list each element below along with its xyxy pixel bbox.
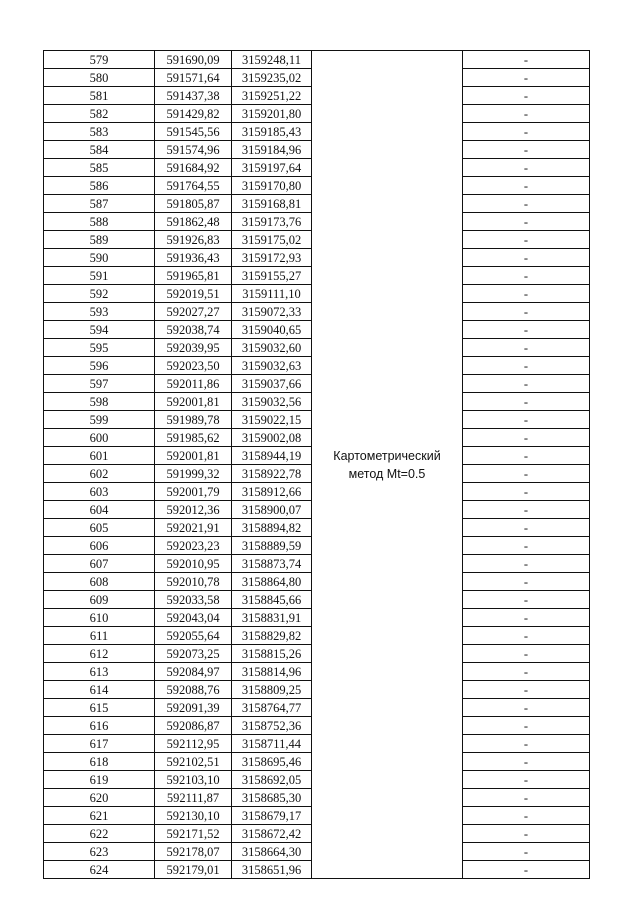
y-coordinate-cell: 3159184,96 <box>232 141 312 159</box>
y-coordinate-cell: 3158922,78 <box>232 465 312 483</box>
point-number-cell: 582 <box>44 105 155 123</box>
point-number-cell: 607 <box>44 555 155 573</box>
y-coordinate-cell: 3158815,26 <box>232 645 312 663</box>
note-cell: - <box>463 519 590 537</box>
y-coordinate-cell: 3158764,77 <box>232 699 312 717</box>
note-cell: - <box>463 681 590 699</box>
point-number-cell: 584 <box>44 141 155 159</box>
point-number-cell: 593 <box>44 303 155 321</box>
y-coordinate-cell: 3158829,82 <box>232 627 312 645</box>
point-number-cell: 618 <box>44 753 155 771</box>
point-number-cell: 587 <box>44 195 155 213</box>
point-number-cell: 600 <box>44 429 155 447</box>
y-coordinate-cell: 3158944,19 <box>232 447 312 465</box>
note-cell: - <box>463 285 590 303</box>
point-number-cell: 606 <box>44 537 155 555</box>
x-coordinate-cell: 591926,83 <box>155 231 232 249</box>
note-cell: - <box>463 501 590 519</box>
x-coordinate-cell: 592043,04 <box>155 609 232 627</box>
point-number-cell: 608 <box>44 573 155 591</box>
note-cell: - <box>463 861 590 879</box>
note-cell: - <box>463 591 590 609</box>
x-coordinate-cell: 591684,92 <box>155 159 232 177</box>
note-cell: - <box>463 447 590 465</box>
y-coordinate-cell: 3158814,96 <box>232 663 312 681</box>
y-coordinate-cell: 3159032,63 <box>232 357 312 375</box>
point-number-cell: 605 <box>44 519 155 537</box>
x-coordinate-cell: 591985,62 <box>155 429 232 447</box>
x-coordinate-cell: 592102,51 <box>155 753 232 771</box>
note-cell: - <box>463 465 590 483</box>
point-number-cell: 579 <box>44 51 155 69</box>
y-coordinate-cell: 3158831,91 <box>232 609 312 627</box>
x-coordinate-cell: 591805,87 <box>155 195 232 213</box>
y-coordinate-cell: 3159201,80 <box>232 105 312 123</box>
y-coordinate-cell: 3158651,96 <box>232 861 312 879</box>
point-number-cell: 619 <box>44 771 155 789</box>
table-row <box>44 51 590 69</box>
point-number-cell: 588 <box>44 213 155 231</box>
x-coordinate-cell: 592010,78 <box>155 573 232 591</box>
note-cell: - <box>463 303 590 321</box>
point-number-cell: 598 <box>44 393 155 411</box>
note-cell: - <box>463 483 590 501</box>
point-number-cell: 620 <box>44 789 155 807</box>
x-coordinate-cell: 592001,79 <box>155 483 232 501</box>
y-coordinate-cell: 3158752,36 <box>232 717 312 735</box>
x-coordinate-cell: 591437,38 <box>155 87 232 105</box>
point-number-cell: 610 <box>44 609 155 627</box>
note-cell: - <box>463 123 590 141</box>
x-coordinate-cell: 592001,81 <box>155 393 232 411</box>
x-coordinate-cell: 592038,74 <box>155 321 232 339</box>
x-coordinate-cell: 592179,01 <box>155 861 232 879</box>
x-coordinate-cell: 591690,09 <box>155 51 232 69</box>
y-coordinate-cell: 3159111,10 <box>232 285 312 303</box>
note-cell: - <box>463 825 590 843</box>
x-coordinate-cell: 591545,56 <box>155 123 232 141</box>
y-coordinate-cell: 3159248,11 <box>232 51 312 69</box>
x-coordinate-cell: 592039,95 <box>155 339 232 357</box>
point-number-cell: 595 <box>44 339 155 357</box>
point-number-cell: 580 <box>44 69 155 87</box>
y-coordinate-cell: 3158664,30 <box>232 843 312 861</box>
y-coordinate-cell: 3158695,46 <box>232 753 312 771</box>
note-cell: - <box>463 177 590 195</box>
point-number-cell: 602 <box>44 465 155 483</box>
y-coordinate-cell: 3159022,15 <box>232 411 312 429</box>
x-coordinate-cell: 592027,27 <box>155 303 232 321</box>
note-cell: - <box>463 645 590 663</box>
x-coordinate-cell: 591999,32 <box>155 465 232 483</box>
note-cell: - <box>463 717 590 735</box>
x-coordinate-cell: 592171,52 <box>155 825 232 843</box>
x-coordinate-cell: 591965,81 <box>155 267 232 285</box>
x-coordinate-cell: 592178,07 <box>155 843 232 861</box>
note-cell: - <box>463 357 590 375</box>
x-coordinate-cell: 592091,39 <box>155 699 232 717</box>
note-cell: - <box>463 393 590 411</box>
note-cell: - <box>463 663 590 681</box>
note-cell: - <box>463 105 590 123</box>
y-coordinate-cell: 3158685,30 <box>232 789 312 807</box>
note-cell: - <box>463 735 590 753</box>
point-number-cell: 599 <box>44 411 155 429</box>
x-coordinate-cell: 592011,86 <box>155 375 232 393</box>
y-coordinate-cell: 3158845,66 <box>232 591 312 609</box>
note-cell: - <box>463 627 590 645</box>
point-number-cell: 609 <box>44 591 155 609</box>
y-coordinate-cell: 3159173,76 <box>232 213 312 231</box>
note-cell: - <box>463 213 590 231</box>
y-coordinate-cell: 3159170,80 <box>232 177 312 195</box>
x-coordinate-cell: 592086,87 <box>155 717 232 735</box>
point-number-cell: 623 <box>44 843 155 861</box>
y-coordinate-cell: 3159072,33 <box>232 303 312 321</box>
y-coordinate-cell: 3158711,44 <box>232 735 312 753</box>
y-coordinate-cell: 3158679,17 <box>232 807 312 825</box>
point-number-cell: 594 <box>44 321 155 339</box>
point-number-cell: 585 <box>44 159 155 177</box>
y-coordinate-cell: 3159040,65 <box>232 321 312 339</box>
y-coordinate-cell: 3159172,93 <box>232 249 312 267</box>
x-coordinate-cell: 592001,81 <box>155 447 232 465</box>
x-coordinate-cell: 592023,50 <box>155 357 232 375</box>
point-number-cell: 590 <box>44 249 155 267</box>
x-coordinate-cell: 592021,91 <box>155 519 232 537</box>
point-number-cell: 612 <box>44 645 155 663</box>
x-coordinate-cell: 592103,10 <box>155 771 232 789</box>
x-coordinate-cell: 591862,48 <box>155 213 232 231</box>
note-cell: - <box>463 195 590 213</box>
x-coordinate-cell: 592112,95 <box>155 735 232 753</box>
y-coordinate-cell: 3158864,80 <box>232 573 312 591</box>
y-coordinate-cell: 3159197,64 <box>232 159 312 177</box>
x-coordinate-cell: 591936,43 <box>155 249 232 267</box>
note-cell: - <box>463 267 590 285</box>
y-coordinate-cell: 3158873,74 <box>232 555 312 573</box>
x-coordinate-cell: 592012,36 <box>155 501 232 519</box>
x-coordinate-cell: 591989,78 <box>155 411 232 429</box>
point-number-cell: 591 <box>44 267 155 285</box>
x-coordinate-cell: 592055,64 <box>155 627 232 645</box>
point-number-cell: 621 <box>44 807 155 825</box>
method-cell <box>312 51 463 879</box>
x-coordinate-cell: 592019,51 <box>155 285 232 303</box>
point-number-cell: 603 <box>44 483 155 501</box>
point-number-cell: 616 <box>44 717 155 735</box>
note-cell: - <box>463 231 590 249</box>
point-number-cell: 622 <box>44 825 155 843</box>
point-number-cell: 596 <box>44 357 155 375</box>
x-coordinate-cell: 592111,87 <box>155 789 232 807</box>
y-coordinate-cell: 3159185,43 <box>232 123 312 141</box>
y-coordinate-cell: 3159235,02 <box>232 69 312 87</box>
x-coordinate-cell: 591429,82 <box>155 105 232 123</box>
note-cell: - <box>463 573 590 591</box>
y-coordinate-cell: 3159155,27 <box>232 267 312 285</box>
note-cell: - <box>463 339 590 357</box>
note-cell: - <box>463 771 590 789</box>
note-cell: - <box>463 87 590 105</box>
note-cell: - <box>463 249 590 267</box>
x-coordinate-cell: 592088,76 <box>155 681 232 699</box>
y-coordinate-cell: 3159032,60 <box>232 339 312 357</box>
y-coordinate-cell: 3159168,81 <box>232 195 312 213</box>
note-cell: - <box>463 375 590 393</box>
note-cell: - <box>463 537 590 555</box>
x-coordinate-cell: 591764,55 <box>155 177 232 195</box>
note-cell: - <box>463 429 590 447</box>
point-number-cell: 597 <box>44 375 155 393</box>
y-coordinate-cell: 3158894,82 <box>232 519 312 537</box>
y-coordinate-cell: 3158672,42 <box>232 825 312 843</box>
note-cell: - <box>463 843 590 861</box>
note-cell: - <box>463 555 590 573</box>
y-coordinate-cell: 3159037,66 <box>232 375 312 393</box>
y-coordinate-cell: 3158889,59 <box>232 537 312 555</box>
y-coordinate-cell: 3159175,02 <box>232 231 312 249</box>
coordinates-table-body <box>44 51 590 879</box>
y-coordinate-cell: 3159002,08 <box>232 429 312 447</box>
point-number-cell: 611 <box>44 627 155 645</box>
y-coordinate-cell: 3158900,07 <box>232 501 312 519</box>
x-coordinate-cell: 592023,23 <box>155 537 232 555</box>
y-coordinate-cell: 3158692,05 <box>232 771 312 789</box>
point-number-cell: 613 <box>44 663 155 681</box>
point-number-cell: 615 <box>44 699 155 717</box>
point-number-cell: 604 <box>44 501 155 519</box>
note-cell: - <box>463 789 590 807</box>
note-cell: - <box>463 609 590 627</box>
y-coordinate-cell: 3158912,66 <box>232 483 312 501</box>
point-number-cell: 592 <box>44 285 155 303</box>
x-coordinate-cell: 592010,95 <box>155 555 232 573</box>
note-cell: - <box>463 159 590 177</box>
note-cell: - <box>463 321 590 339</box>
point-number-cell: 589 <box>44 231 155 249</box>
point-number-cell: 586 <box>44 177 155 195</box>
x-coordinate-cell: 592033,58 <box>155 591 232 609</box>
point-number-cell: 617 <box>44 735 155 753</box>
note-cell: - <box>463 411 590 429</box>
x-coordinate-cell: 592073,25 <box>155 645 232 663</box>
y-coordinate-cell: 3159251,22 <box>232 87 312 105</box>
x-coordinate-cell: 591571,64 <box>155 69 232 87</box>
y-coordinate-cell: 3158809,25 <box>232 681 312 699</box>
note-cell: - <box>463 699 590 717</box>
method-label-line1: Картометрический <box>333 448 441 463</box>
note-cell: - <box>463 807 590 825</box>
x-coordinate-cell: 592084,97 <box>155 663 232 681</box>
point-number-cell: 624 <box>44 861 155 879</box>
note-cell: - <box>463 51 590 69</box>
y-coordinate-cell: 3159032,56 <box>232 393 312 411</box>
x-coordinate-cell: 592130,10 <box>155 807 232 825</box>
point-number-cell: 614 <box>44 681 155 699</box>
note-cell: - <box>463 141 590 159</box>
note-cell: - <box>463 753 590 771</box>
point-number-cell: 581 <box>44 87 155 105</box>
coordinates-table <box>43 50 590 879</box>
method-label-line2: метод Mt=0.5 <box>348 466 426 481</box>
note-cell: - <box>463 69 590 87</box>
point-number-cell: 583 <box>44 123 155 141</box>
x-coordinate-cell: 591574,96 <box>155 141 232 159</box>
point-number-cell: 601 <box>44 447 155 465</box>
